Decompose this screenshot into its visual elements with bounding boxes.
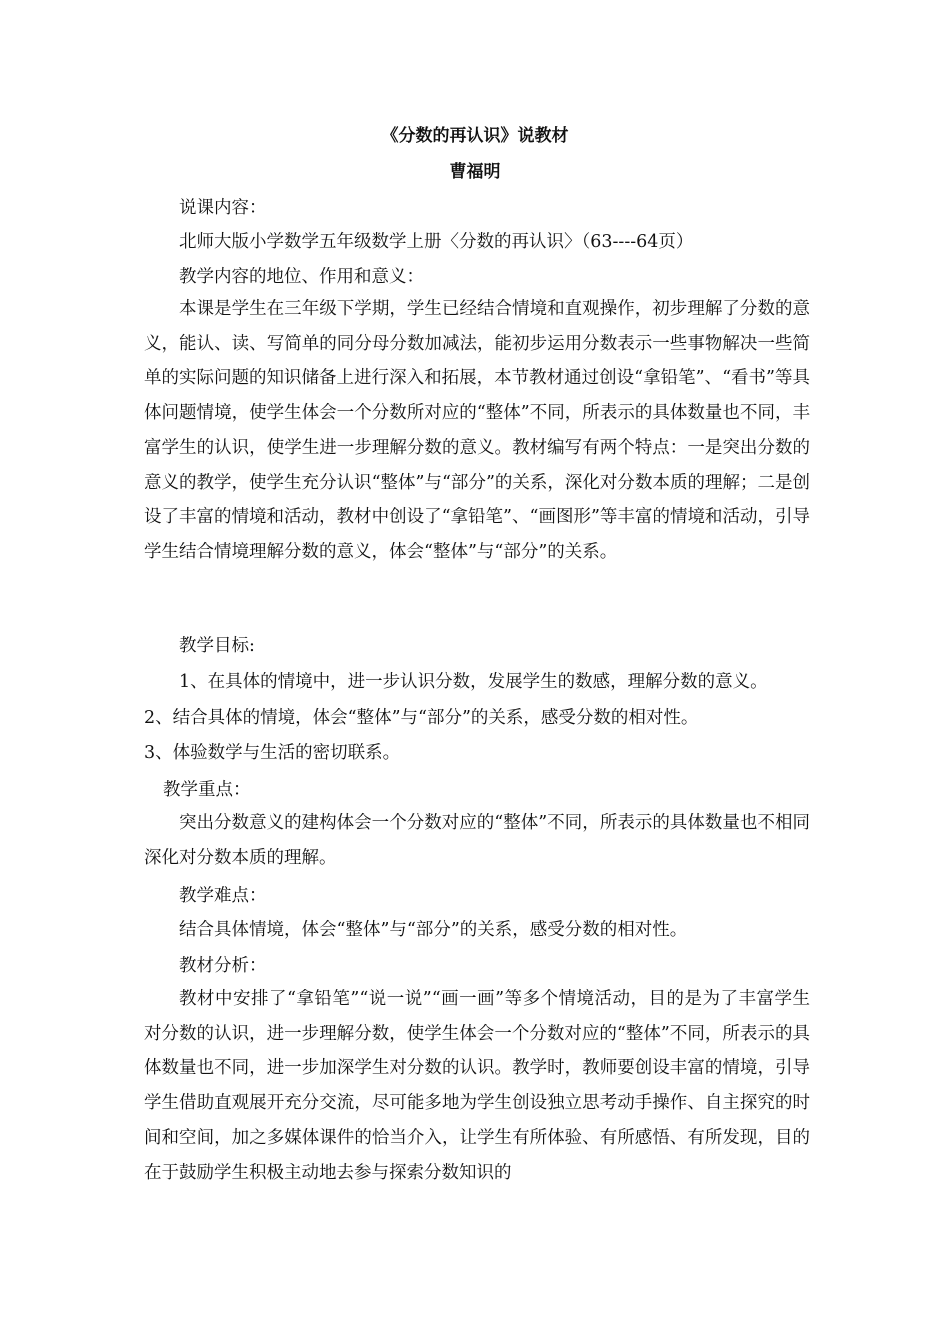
document-author: 曹福明 — [449, 162, 501, 182]
goals-label: 教学目标: — [179, 636, 255, 656]
content-label: 说课内容： — [179, 198, 267, 218]
goal-item-3: 3、体验数学与生活的密切联系。 — [144, 743, 401, 763]
position-paragraph: 本课是学生在三年级下学期，学生已经结合情境和直观操作，初步理解了分数的意义，能认、读、写简单的同分母分数加减法，能初步运用分数表示一些事物解决一些简单的实际问题的知识储备上进行深入和拓展，本节教材通过创设“拿铅笔”、“看书”等具体问题情境，使学生体会一个分数所对应的“整体”不同，所表示的具体数量也不同，丰富学生的认识，使学生进一步理解分数的意义。教材编写有两个特点：一是突出分数的意义的教学，使学生充分认识“整体”与“部分”的关系，深化对分数本质的理解；二是创设了丰富的情境和活动，教材中创设了“拿铅笔”、“画图形”等丰富的情境和活动，引导学生结合情境理解分数的意义，体会“整体”与“部分”的关系。 — [144, 299, 810, 562]
key-point-label: 教学重点： — [163, 780, 251, 800]
position-label: 教学内容的地位、作用和意义： — [179, 267, 424, 287]
analysis-label: 教材分析： — [179, 956, 267, 976]
analysis-paragraph: 教材中安排了“拿铅笔”“说一说”“画一画”等多个情境活动，目的是为了丰富学生对分数的认识，进一步理解分数，使学生体会一个分数对应的“整体”不同，所表示的具体数量也不同，进一步加深学生对分数的认识。教学时，教师要创设丰富的情境，引导学生借助直观展开充分交流，尽可能多地为学生创设独立思考动手操作、自主探究的时间和空间，加之多媒体课件的恰当介入，让学生有所体验、有所感悟、有所发现，目的在于鼓励学生积极主动地去参与探索分数知识的 — [144, 989, 810, 1183]
goal-item-2: 2、结合具体的情境，体会“整体”与“部分”的关系，感受分数的相对性。 — [144, 708, 699, 728]
content-text: 北师大版小学数学五年级数学上册〈分数的再认识〉（63----64页） — [179, 232, 694, 252]
key-point-paragraph: 突出分数意义的建构体会一个分数对应的“整体”不同，所表示的具体数量也不相同深化对分数本质的理解。 — [144, 813, 810, 868]
difficult-point-label: 教学难点： — [179, 886, 267, 906]
document-title: 《分数的再认识》说教材 — [381, 126, 569, 146]
goal-item-1: 1、在具体的情境中，进一步认识分数，发展学生的数感，理解分数的意义。 — [179, 672, 768, 692]
difficult-point-text: 结合具体情境，体会“整体”与“部分”的关系，感受分数的相对性。 — [179, 920, 688, 940]
